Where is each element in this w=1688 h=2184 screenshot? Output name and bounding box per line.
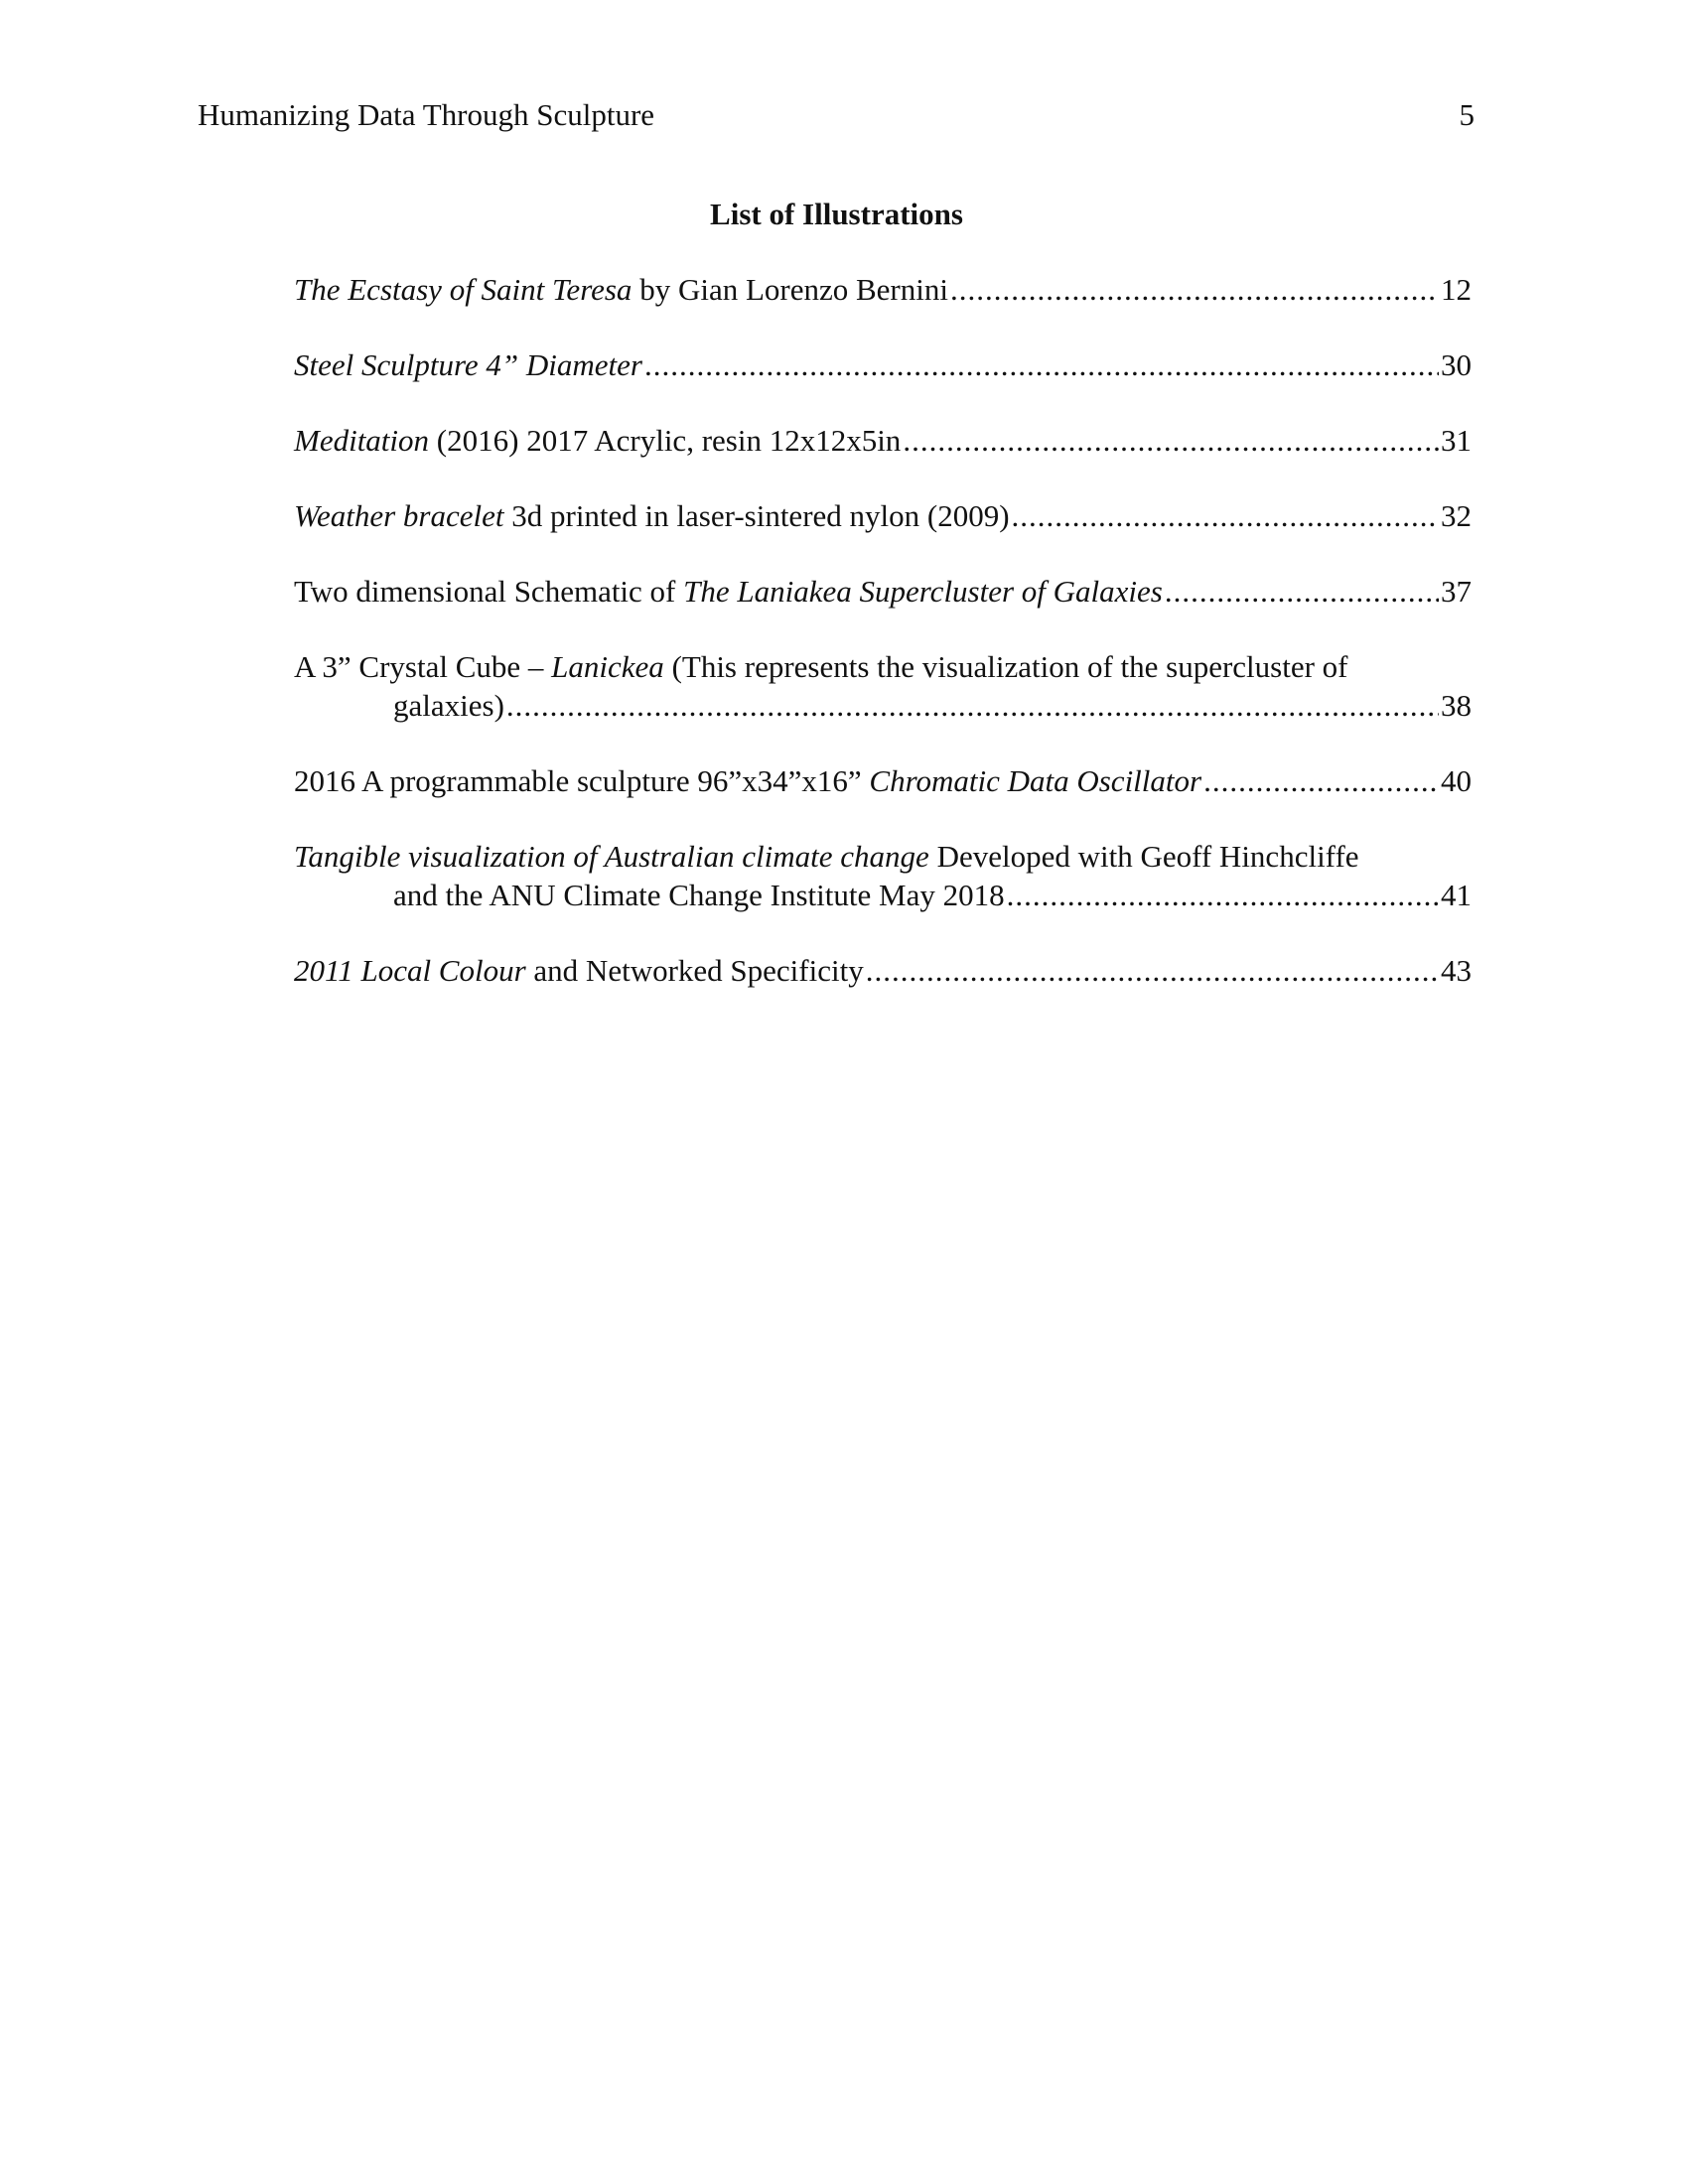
entry-text: Developed with Geoff Hinchcliffe: [928, 839, 1359, 874]
italic-title-text: Weather bracelet: [294, 498, 504, 533]
list-item: [294, 498, 1472, 537]
entry-line: [294, 347, 1472, 386]
entry-page-number: 41: [1441, 878, 1472, 912]
list-item: [294, 272, 1472, 311]
entry-text: galaxies): [393, 688, 504, 723]
dot-leader: [903, 423, 1439, 459]
entry-line: [294, 649, 1472, 688]
entry-line: [294, 272, 1472, 311]
dot-leader: [1012, 498, 1439, 534]
list-item: [294, 347, 1472, 386]
dot-leader: [950, 272, 1439, 308]
entry-page-number: 30: [1441, 347, 1472, 382]
entry-text: and the ANU Climate Change Institute May 2018: [393, 878, 1005, 912]
entry-page-number: 40: [1441, 763, 1472, 798]
italic-title-text: 2011 Local Colour: [294, 953, 526, 988]
entry-text: 3d printed in laser-sintered nylon (2009): [503, 498, 1010, 533]
entry-line: [294, 498, 1472, 537]
entry-page-number: 38: [1441, 688, 1472, 723]
entry-line: [294, 953, 1472, 992]
page-number: 5: [1459, 97, 1475, 132]
italic-title-text: Chromatic Data Oscillator: [869, 763, 1202, 798]
entry-page-number: 43: [1441, 953, 1472, 988]
entry-line: [294, 839, 1472, 878]
entry-page-number: 37: [1441, 574, 1472, 609]
italic-title-text: Meditation: [294, 423, 430, 458]
italic-title-text: Steel Sculpture 4” Diameter: [294, 347, 642, 382]
italic-title-text: Lanickea: [551, 649, 664, 684]
entry-page-number: 32: [1441, 498, 1472, 533]
entry-text: (This represents the visualization of the supercluster of: [663, 649, 1348, 684]
list-item: [294, 763, 1472, 802]
entry-page-number: 31: [1441, 423, 1472, 458]
italic-title-text: The Laniakea Supercluster of Galaxies: [683, 574, 1163, 609]
entry-line: [294, 574, 1472, 613]
page-title: List of Illustrations: [710, 197, 963, 231]
list-item: [294, 574, 1472, 613]
entry-text: 2016 A programmable sculpture 96”x34”x16”: [294, 763, 870, 798]
list-item: [294, 649, 1472, 727]
dot-leader: [1203, 763, 1439, 799]
entry-text: by Gian Lorenzo Bernini: [632, 272, 948, 307]
illustrations-list: [294, 272, 1472, 1028]
list-item: [294, 953, 1472, 992]
entry-line: [294, 423, 1472, 462]
entry-line: [294, 763, 1472, 802]
entry-line: [294, 688, 1472, 727]
list-item: [294, 423, 1472, 462]
entry-text: and Networked Specificity: [525, 953, 864, 988]
dot-leader: [1165, 574, 1439, 610]
entry-page-number: 12: [1441, 272, 1472, 307]
dot-leader: [866, 953, 1439, 989]
list-item: [294, 839, 1472, 916]
italic-title-text: Tangible visualization of Australian climate change: [294, 839, 929, 874]
dot-leader: [644, 347, 1439, 383]
dot-leader: [1007, 878, 1439, 913]
dot-leader: [506, 688, 1439, 724]
running-head: Humanizing Data Through Sculpture: [198, 97, 655, 132]
entry-text: A 3” Crystal Cube –: [294, 649, 552, 684]
italic-title-text: The Ecstasy of Saint Teresa: [294, 272, 633, 307]
entry-line: [294, 878, 1472, 916]
entry-text: Two dimensional Schematic of: [294, 574, 684, 609]
entry-text: (2016) 2017 Acrylic, resin 12x12x5in: [429, 423, 902, 458]
